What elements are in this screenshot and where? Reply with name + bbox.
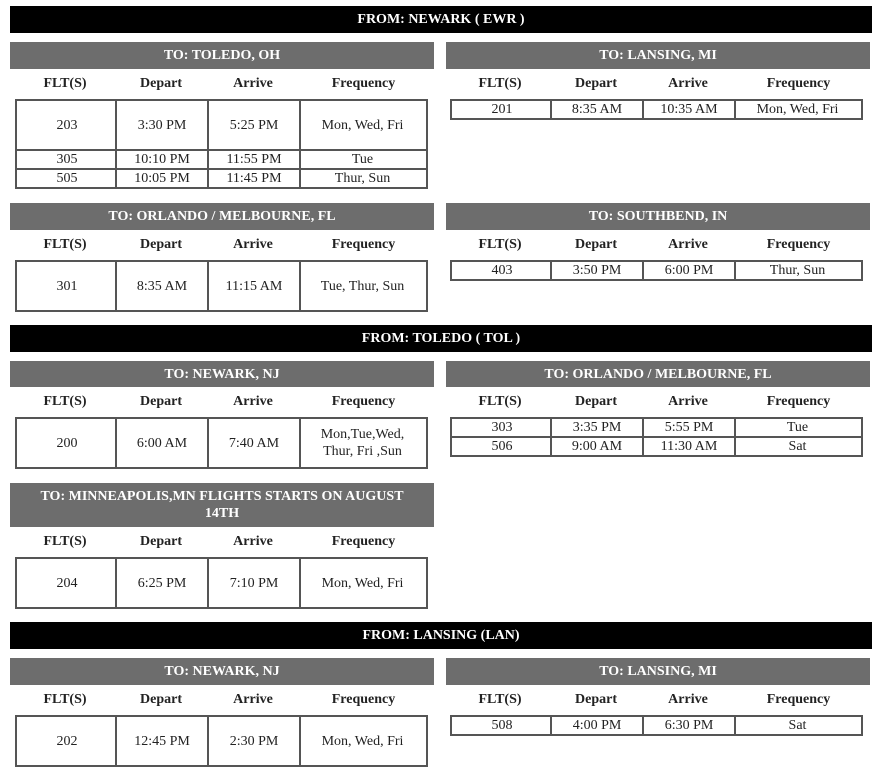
frequency-header: Frequency [331,237,396,252]
column-headers [10,387,434,417]
route-block-orlando [10,203,434,312]
depart-time: 10:10 PM [115,151,207,168]
table-row [17,717,426,765]
arrive-header: Arrive [233,692,273,707]
route-block-lansing [446,658,870,736]
depart-time: 6:00 AM [115,419,207,467]
route-title: TO: LANSING, MI [446,658,870,685]
depart-header: Depart [575,76,617,91]
arrive-time: 6:00 PM [642,262,734,279]
depart-time: 8:35 AM [550,101,642,118]
frequency: Sat [734,438,859,455]
depart-header: Depart [140,237,182,252]
route-block-southbend [446,203,870,281]
flt-header: FLT(S) [478,394,522,409]
schedule-table [15,557,428,609]
arrive-time: 11:15 AM [207,262,299,310]
schedule-table [450,260,863,281]
route-title: TO: SOUTHBEND, IN [446,203,870,230]
frequency-header: Frequency [766,692,831,707]
arrive-time: 6:30 PM [642,717,734,734]
column-headers [446,685,870,715]
column-headers [10,230,434,260]
schedule-table [450,715,863,736]
table-row [17,419,426,467]
depart-time: 3:30 PM [115,101,207,149]
frequency: Mon, Wed, Fri [299,717,424,765]
column-headers [10,685,434,715]
arrive-header: Arrive [668,394,708,409]
schedule-table [450,417,863,457]
frequency-header: Frequency [766,394,831,409]
table-row [17,262,426,310]
frequency: Tue [299,151,424,168]
arrive-header: Arrive [233,534,273,549]
frequency: Thur, Sun [734,262,859,279]
route-block-newark [10,361,434,469]
flight-number: 506 [491,439,513,454]
flight-number: 200 [56,435,78,451]
table-row [452,262,861,279]
schedule-table [15,715,428,767]
route-block-minneapolis [10,483,434,609]
schedule-table [15,417,428,469]
depart-header: Depart [140,394,182,409]
frequency-header: Frequency [766,76,831,91]
frequency-header: Frequency [331,692,396,707]
frequency: Mon, Wed, Fri [299,101,424,149]
route-block-lansing [446,42,870,120]
flt-header: FLT(S) [43,237,87,252]
flt-header: FLT(S) [478,76,522,91]
column-headers [446,230,870,260]
depart-header: Depart [575,237,617,252]
arrive-header: Arrive [233,394,273,409]
schedule-table [450,99,863,120]
flight-number: 508 [491,718,513,733]
schedule-table [15,260,428,312]
depart-time: 10:05 PM [115,170,207,187]
flight-number: 505 [56,171,78,186]
depart-time: 9:00 AM [550,438,642,455]
frequency: Sat [734,717,859,734]
route-block-orlando [446,361,870,457]
flight-number: 204 [56,575,78,591]
arrive-header: Arrive [233,76,273,91]
flight-number: 201 [491,102,513,117]
frequency: Mon, Wed, Fri [299,559,424,607]
frequency-header: Frequency [331,76,396,91]
depart-header: Depart [575,394,617,409]
arrive-time: 2:30 PM [207,717,299,765]
table-row [452,419,861,438]
table-row [452,717,861,734]
depart-time: 6:25 PM [115,559,207,607]
section-header-toledo: FROM: TOLEDO ( TOL ) [10,325,872,352]
route-title: TO: NEWARK, NJ [10,658,434,685]
flt-header: FLT(S) [43,534,87,549]
flt-header: FLT(S) [43,692,87,707]
depart-time: 12:45 PM [115,717,207,765]
arrive-time: 10:35 AM [642,101,734,118]
route-block-newark [10,658,434,767]
arrive-time: 7:40 AM [207,419,299,467]
flt-header: FLT(S) [478,692,522,707]
frequency-header: Frequency [766,237,831,252]
table-row [17,559,426,607]
flight-number: 303 [491,420,513,435]
column-headers [446,69,870,99]
flight-number: 403 [491,263,513,278]
flight-number: 301 [56,278,78,294]
arrive-time: 11:55 PM [207,151,299,168]
route-title: TO: ORLANDO / MELBOURNE, FL [10,203,434,230]
arrive-time: 11:45 PM [207,170,299,187]
frequency-header: Frequency [331,394,396,409]
section-header-lansing: FROM: LANSING (LAN) [10,622,872,649]
flight-number: 203 [56,117,78,133]
arrive-header: Arrive [668,692,708,707]
frequency: Mon,Tue,Wed, Thur, Fri ,Sun [299,419,424,467]
flt-header: FLT(S) [43,394,87,409]
depart-header: Depart [140,76,182,91]
schedule-table [15,99,428,189]
flt-header: FLT(S) [478,237,522,252]
table-row [452,438,861,455]
arrive-time: 5:25 PM [207,101,299,149]
arrive-header: Arrive [668,237,708,252]
depart-header: Depart [575,692,617,707]
table-row [17,101,426,151]
arrive-header: Arrive [668,76,708,91]
route-block-toledo [10,42,434,189]
flt-header: FLT(S) [43,76,87,91]
depart-time: 8:35 AM [115,262,207,310]
section-header-newark: FROM: NEWARK ( EWR ) [10,6,872,33]
table-row [452,101,861,118]
frequency: Mon, Wed, Fri [734,101,859,118]
frequency-header: Frequency [331,534,396,549]
depart-time: 3:35 PM [550,419,642,436]
arrive-time: 7:10 PM [207,559,299,607]
depart-header: Depart [140,692,182,707]
frequency: Thur, Sun [299,170,424,187]
depart-time: 3:50 PM [550,262,642,279]
arrive-time: 11:30 AM [642,438,734,455]
column-headers [10,69,434,99]
flight-number: 202 [56,733,78,749]
route-title: TO: NEWARK, NJ [10,361,434,387]
flight-number: 305 [56,152,78,167]
route-title: TO: ORLANDO / MELBOURNE, FL [446,361,870,387]
route-title: TO: MINNEAPOLIS,MN FLIGHTS STARTS ON AUGUST 14TH [10,483,434,527]
route-title: TO: LANSING, MI [446,42,870,69]
frequency: Tue [734,419,859,436]
column-headers [10,527,434,557]
depart-header: Depart [140,534,182,549]
depart-time: 4:00 PM [550,717,642,734]
route-title: TO: TOLEDO, OH [10,42,434,69]
table-row [17,151,426,170]
column-headers [446,387,870,417]
arrive-header: Arrive [233,237,273,252]
table-row [17,170,426,187]
arrive-time: 5:55 PM [642,419,734,436]
frequency: Tue, Thur, Sun [299,262,424,310]
